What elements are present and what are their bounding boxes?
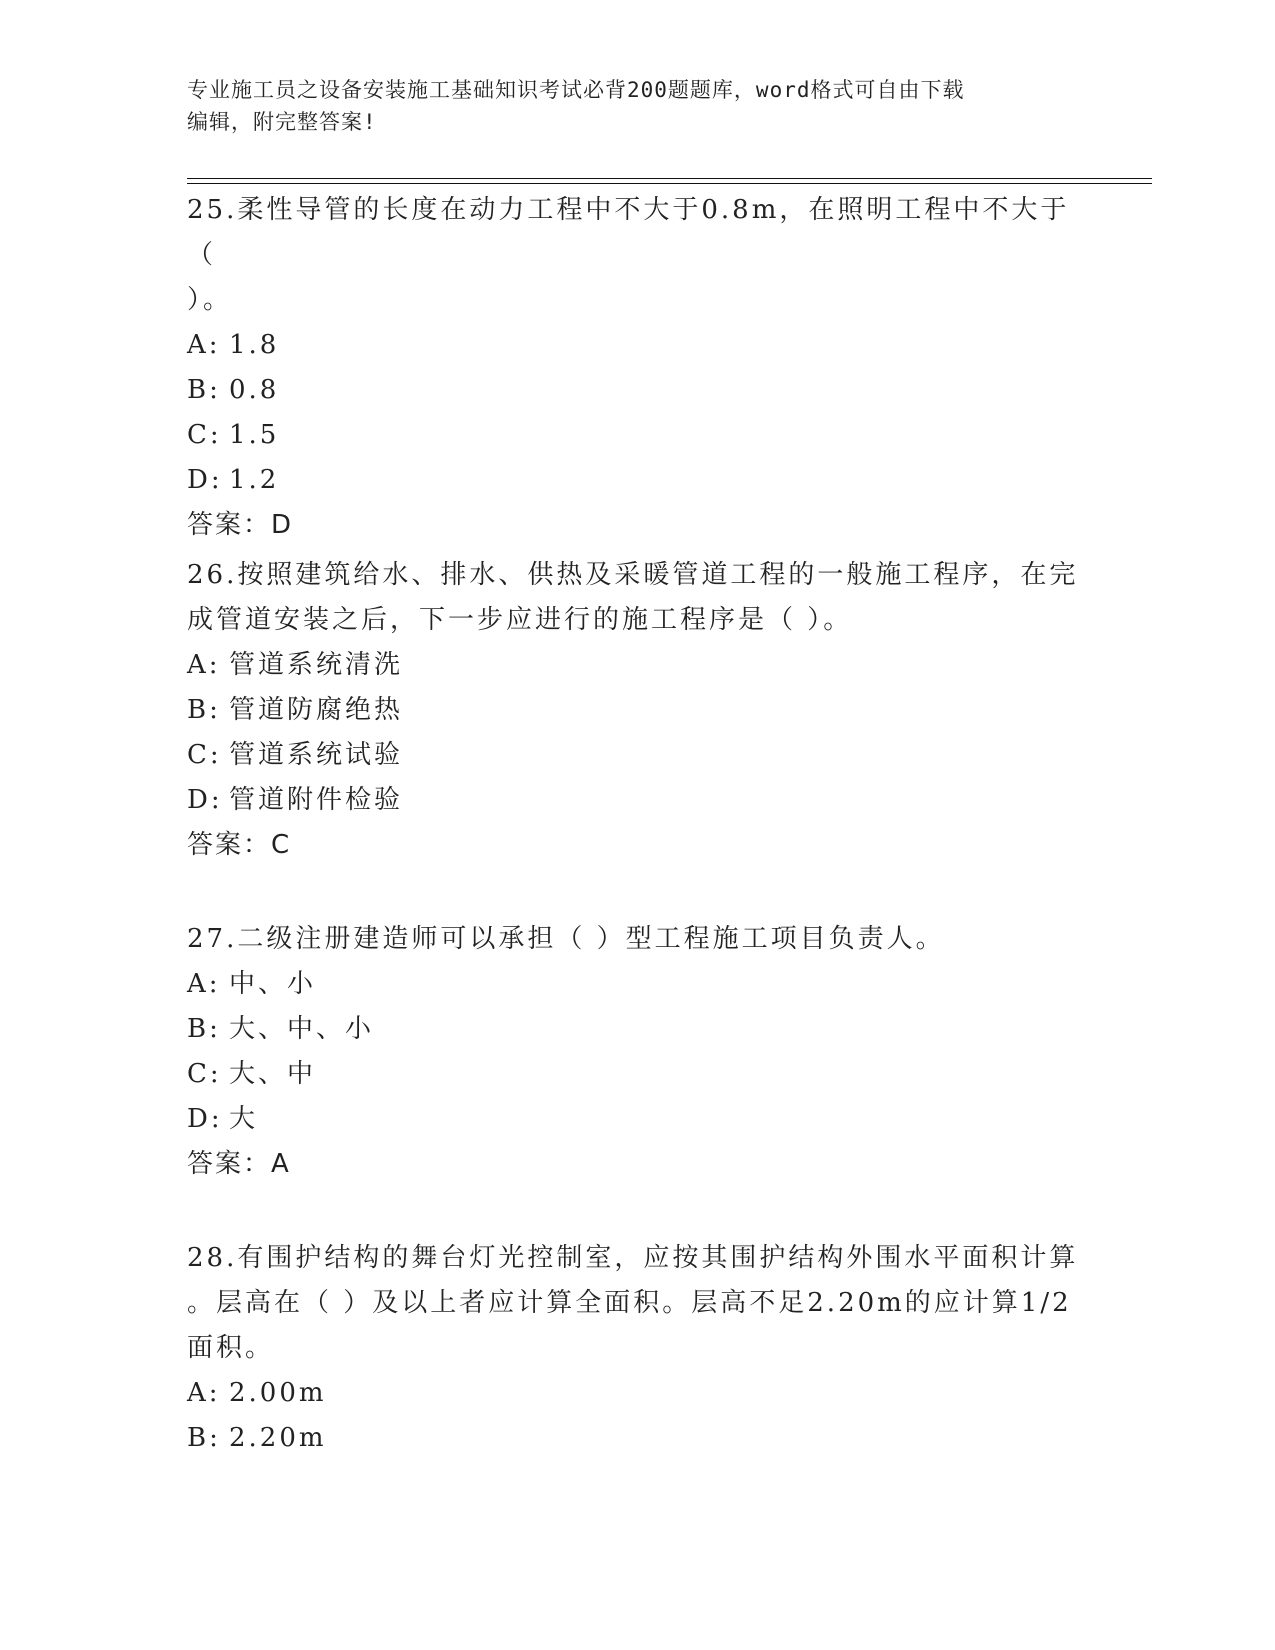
question-stem-line: 25.柔性导管的长度在动力工程中不大于0.8m，在照明工程中不大于（ [187, 195, 1070, 270]
question-26 [187, 553, 1087, 868]
header-divider-bottom [187, 183, 1152, 184]
option-c [187, 1052, 1087, 1097]
header-line-1: 专业施工员之设备安装施工基础知识考试必背200题题库，word格式可自由下载 [187, 78, 965, 102]
option-label: B: [187, 1014, 221, 1044]
option-text: 1.5 [229, 420, 280, 450]
option-b [187, 688, 1087, 733]
option-text: 0.8 [229, 375, 280, 405]
option-label: A: [187, 1378, 221, 1408]
option-c [187, 733, 1087, 778]
option-label: D: [187, 785, 223, 815]
question-stem-line: 。层高在（ ）及以上者应计算全面积。层高不足2.20m的应计算1/2 [187, 1288, 1072, 1318]
option-label: B: [187, 1423, 221, 1453]
option-label: D: [187, 1104, 223, 1134]
option-label: C: [187, 1059, 222, 1089]
document-header [187, 74, 1087, 138]
option-c [187, 413, 1087, 458]
question-25 [187, 188, 1087, 548]
option-text: 管道系统试验 [229, 740, 404, 770]
option-b [187, 1416, 1087, 1461]
question-stem-line: 27.二级注册建造师可以承担（ ）型工程施工项目负责人。 [187, 924, 945, 954]
option-label: A: [187, 969, 221, 999]
option-d [187, 778, 1087, 823]
option-text: 2.00m [229, 1378, 327, 1408]
option-text: 1.8 [229, 330, 280, 360]
option-a [187, 323, 1087, 368]
question-28 [187, 1236, 1087, 1461]
question-stem-line: 成管道安装之后，下一步应进行的施工程序是（ ）。 [187, 605, 853, 635]
option-text: 管道防腐绝热 [229, 695, 404, 725]
option-label: B: [187, 375, 221, 405]
question-stem-line: ）。 [187, 285, 233, 315]
option-a [187, 643, 1087, 688]
option-text: 1.2 [229, 465, 280, 495]
answer: 答案：D [187, 510, 294, 540]
option-label: C: [187, 740, 222, 770]
option-label: D: [187, 465, 223, 495]
option-text: 管道系统清洗 [229, 650, 404, 680]
option-d [187, 458, 1087, 503]
option-b [187, 1007, 1087, 1052]
question-stem-line: 面积。 [187, 1333, 275, 1363]
option-b [187, 368, 1087, 413]
option-text: 大、中 [229, 1059, 317, 1089]
option-d [187, 1097, 1087, 1142]
option-text: 大 [229, 1104, 259, 1134]
option-text: 大、中、小 [229, 1014, 375, 1044]
answer: 答案：C [187, 830, 292, 860]
answer: 答案：A [187, 1149, 291, 1179]
question-27 [187, 917, 1087, 1187]
question-stem-line: 28.有围护结构的舞台灯光控制室，应按其围护结构外围水平面积计算 [187, 1243, 1079, 1273]
option-text: 2.20m [229, 1423, 327, 1453]
question-stem-line: 26.按照建筑给水、排水、供热及采暖管道工程的一般施工程序，在完 [187, 560, 1079, 590]
option-text: 管道附件检验 [229, 785, 404, 815]
option-a [187, 962, 1087, 1007]
option-text: 中、小 [229, 969, 317, 999]
header-line-2: 编辑，附完整答案! [187, 110, 377, 134]
option-label: A: [187, 650, 221, 680]
option-label: A: [187, 330, 221, 360]
option-label: C: [187, 420, 222, 450]
header-divider-top [187, 178, 1152, 179]
option-a [187, 1371, 1087, 1416]
option-label: B: [187, 695, 221, 725]
